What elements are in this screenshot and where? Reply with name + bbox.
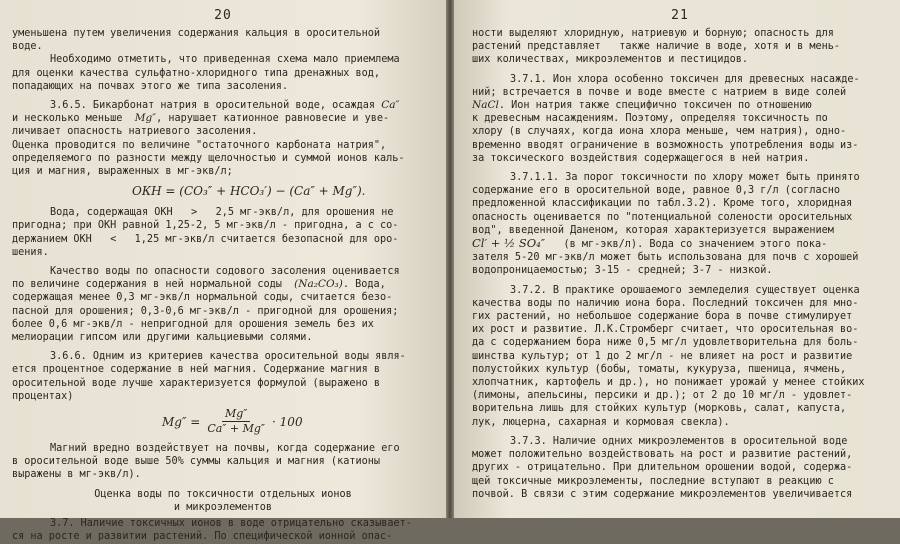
- text-line: определяемого по разности между щелочностью и суммой ионов каль-: [12, 152, 405, 164]
- text-line: может положительно воздействовать на рост и развитие растений,: [472, 449, 853, 461]
- text-line: ших количествах, микроэлементов и пестицидов.: [472, 54, 749, 66]
- text-line: 3.7.2. В практике орошаемого земледелия существует оценка: [510, 284, 860, 296]
- text-line: их рост и развитие. Л.К.Стромберг считает, что оросительная во-: [472, 324, 859, 336]
- calcium-ion-label: Ca″: [381, 99, 400, 112]
- text-line: мелиорации гипсом или другими кальциевыми солями.: [12, 332, 313, 344]
- text-line: содержащая менее 0,3 мг-экв/л нормальной соды, считается безо-: [12, 292, 393, 304]
- text-span: по величине содержания в ней нормальной соды: [12, 279, 282, 291]
- text-line: за токсического воздействия содержащегося в ней натрия.: [472, 152, 810, 164]
- text-line: [12, 99, 434, 112]
- formula-multiplier: · 100: [272, 414, 303, 429]
- text-line: ется процентное содержание в ней магния. Содержание магния в: [12, 364, 381, 376]
- text-line: 3.7.3. Наличие одних микроэлементов в оросительной воде: [510, 435, 848, 447]
- text-line: уменьшена путем увеличения содержания кальция в оросительной: [12, 28, 381, 39]
- text-line: пригодна; при ОКН равной 1,25-2, 5 мг-экв/л - пригодна, а с со-: [12, 220, 399, 232]
- text-span: . Вода,: [342, 279, 386, 291]
- text-line: 3.7.1.1. За порог токсичности по хлору может быть принято: [510, 172, 860, 184]
- text-line: выражены в мг-экв/л).: [12, 469, 141, 481]
- text-line: 3.7. Наличие токсичных ионов в воде отрицательно сказывает-: [50, 518, 412, 530]
- text-line: (лимоны, апельсины, персики и др.); от 2 до 10 мг/л - удовлет-: [472, 390, 853, 402]
- text-span: , нарушает катионное равновесие и уве-: [156, 113, 390, 125]
- text-line: Качество воды по опасности содового засоления оценивается: [50, 266, 400, 278]
- soda-formula: (Na₂CO₃): [294, 278, 343, 291]
- text-span: 3.6.5. Бикарбонат натрия в оросительной воде, осаждая: [50, 100, 376, 112]
- text-line: [12, 112, 434, 125]
- text-line: воде.: [12, 41, 43, 53]
- text-line: содержание его в оросительной воде, равное 0,3 г/л (согласно: [472, 185, 841, 197]
- text-span: и несколько меньше: [12, 113, 123, 125]
- page-number: 21: [671, 8, 689, 23]
- text-line: для оценки качества сульфатно-хлоридного типа дренажных вод,: [12, 67, 381, 79]
- text-line: ция и магния, выраженных в мг-экв/л;: [12, 166, 233, 178]
- text-line: держанием ОКН < 1,25 мг-экв/л считается безопасной для оро-: [12, 233, 399, 245]
- text-line: к древесным насаждениям. Поэтому, определяя токсичность по: [472, 113, 828, 125]
- text-line: предложенной классификации по табл.3.2). Кроме того, хлоридная: [472, 198, 853, 210]
- book-gutter: [446, 0, 454, 518]
- text-line: 3.7.1. Ион хлора особенно токсичен для древесных насажде-: [510, 73, 860, 85]
- text-line: [472, 237, 888, 251]
- text-line: гих растений, но небольшое содержание бора в почве стимулирует: [472, 311, 853, 323]
- text-line: попадающих на почвах этого же типа засоления.: [12, 80, 289, 92]
- text-line: почвой. В связи с этим содержание микроэлементов увеличивается: [472, 488, 853, 500]
- text-line: водопроницаемостью; 3-15 - средней; 3-7 - низкой.: [472, 265, 773, 277]
- text-line: ворительна лишь для стойких культур (морковь, салат, капуста,: [472, 403, 847, 415]
- text-line: ся на росте и развитии растений. По специфической ионной опас-: [12, 531, 393, 543]
- text-line: [12, 278, 434, 291]
- section-heading: Оценка воды по токсичности отдельных ионов: [94, 488, 352, 500]
- okh-formula: ОКН = (CO₃″ + HCO₃′) − (Ca″ + Mg″).: [132, 184, 366, 199]
- sodium-chloride-formula: NaCl: [472, 99, 499, 112]
- text-line: зателя 5-20 мг-экв/л может быть использована для почв с хорошей: [472, 252, 859, 264]
- text-line: других - отрицательно. При длительном орошении водой, содержа-: [472, 462, 853, 474]
- text-line: пасной для орошения; 0,3-0,6 мг-экв/л - пригодной для орошения;: [12, 305, 399, 317]
- text-span: (в мг-экв/л). Вода со значением этого пока-: [563, 239, 828, 251]
- text-line: Оценка проводится по величине "остаточного карбоната натрия",: [12, 139, 387, 151]
- text-line: личивает опасность натриевого засоления.: [12, 126, 258, 138]
- text-line: да с содержанием бора ниже 0,5 мг/л удовлетворительна для боль-: [472, 337, 859, 349]
- text-line: оросительной воде лучше характеризуется формулой (выражено в: [12, 377, 381, 389]
- text-line: щей токсичные микроэлементы, последние вступают в реакцию с: [472, 475, 834, 487]
- text-line: хлору (в случаях, когда иона хлора меньше, чем натрия), одно-: [472, 126, 847, 138]
- text-line: процентах): [12, 390, 74, 402]
- text-line: качества воды по наличию иона бора. Последний токсичен для мно-: [472, 297, 859, 309]
- formula-lhs: Mg″ =: [162, 414, 201, 429]
- text-line: [472, 99, 888, 112]
- page-number: 20: [214, 8, 232, 23]
- text-line: опасность оценивается по "потенциальной солености оросительных: [472, 211, 853, 223]
- text-line: в оросительной воде выше 50% суммы кальция и магния (катионы: [12, 456, 381, 468]
- text-line: хлопчатник, картофель и др.), но понижает урожай у менее стойких: [472, 377, 865, 389]
- magnesium-ion-label: Mg″: [134, 112, 157, 125]
- magnesium-formula: [12, 407, 434, 436]
- text-line: ний; встречается в почве и воде вместе с натрием в виде солей: [472, 86, 847, 98]
- chloride-formula: Cl′ + ½ SO₄″: [472, 236, 546, 251]
- text-line: Магний вредно воздействует на почвы, когда содержание его: [50, 443, 400, 455]
- text-line: шинства культур; от 1 до 2 мг/л - не влияет на рост и развитие: [472, 350, 853, 362]
- text-line: лук, люцерна, сахарная и кормовая свекла).: [472, 416, 730, 428]
- formula-fraction: [204, 407, 268, 436]
- text-line: более 0,6 мг-экв/л - непригодной для орошения земель без их: [12, 318, 374, 330]
- text-line: временно вводят ограничение в возможность употребления воды из-: [472, 139, 859, 151]
- right-page: [454, 0, 900, 518]
- text-line: вод", введенной Даненом, которая характеризуется выражением: [472, 224, 834, 236]
- text-line: растений представляет также наличие в воде, хотя и в мень-: [472, 41, 841, 53]
- left-page: [0, 0, 446, 543]
- text-line: Необходимо отметить, что приведенная схема мало приемлема: [50, 54, 400, 66]
- text-line: шения.: [12, 246, 49, 258]
- text-line: Вода, содержащая ОКН > 2,5 мг-экв/л, для орошения не: [50, 207, 394, 219]
- fraction-numerator: Mg″: [222, 407, 250, 422]
- text-span: . Ион натрия также специфично токсичен по отношению: [498, 100, 812, 112]
- text-line: 3.6.6. Одним из критериев качества оросительной воды явля-: [50, 351, 406, 363]
- section-heading: и микроэлементов: [173, 501, 273, 513]
- text-line: полустойких культур (бобы, томаты, кукуруза, пшеница, ячмень,: [472, 363, 847, 375]
- text-line: ности выделяют хлоридную, натриевую и борную; опасность для: [472, 28, 834, 39]
- fraction-denominator: Ca″ + Mg″: [207, 422, 266, 436]
